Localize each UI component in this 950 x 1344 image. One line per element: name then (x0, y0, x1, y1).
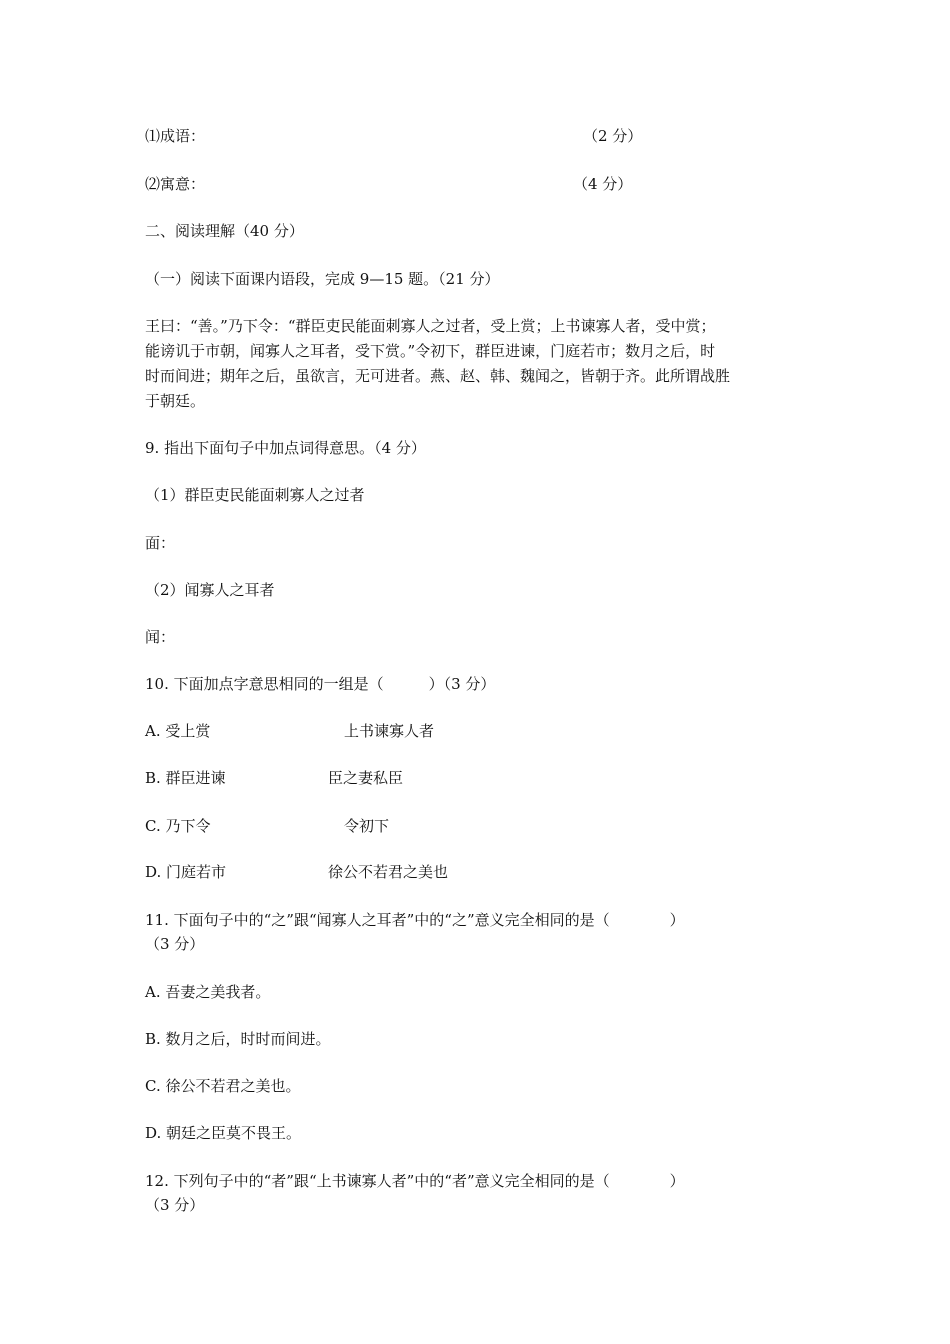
q9-stem: 9. 指出下面句子中加点词得意思。（4 分） (145, 439, 426, 457)
part1-title: （一）阅读下面课内语段，完成 9—15 题。（21 分） (145, 270, 500, 288)
q11-option-a: A. 吾妻之美我者。 (145, 983, 271, 1001)
passage-line: 王曰：“善。”乃下令：“群臣吏民能面刺寡人之过者，受上赏；上书谏寡人者，受中赏； (145, 317, 716, 335)
passage-line: 时而间进；期年之后，虽欲言，无可进者。燕、赵、韩、魏闻之，皆朝于齐。此所谓战胜 (145, 367, 731, 385)
passage-line: 于朝廷。 (145, 392, 206, 410)
q10-option-b-left: B. 群臣进谏 (145, 769, 226, 787)
q8-item1-label: ⑴成语： (145, 127, 206, 145)
q11-stem-line2: （3 分） (145, 935, 205, 953)
q10-option-c-right: 令初下 (344, 817, 390, 835)
q12-stem-line1: 12. 下列句子中的“者”跟“上书谏寡人者”中的“者”意义完全相同的是（ ） (145, 1172, 685, 1190)
passage (145, 314, 815, 414)
q10-option-d-left: D. 门庭若市 (145, 863, 227, 881)
q11-option-d: D. 朝廷之臣莫不畏王。 (145, 1124, 302, 1142)
q9-sentence-2: （2）闻寡人之耳者 (145, 581, 275, 599)
q11-option-c: C. 徐公不若君之美也。 (145, 1077, 301, 1095)
section2-title: 二、阅读理解（40 分） (145, 222, 304, 240)
q10-option-a-left: A. 受上赏 (145, 722, 211, 740)
q8-item2-score: （4 分） (573, 175, 633, 193)
q8-item2-label: ⑵寓意： (145, 175, 206, 193)
q10-option-a-right: 上书谏寡人者 (344, 722, 435, 740)
q10-option-d-right: 徐公不若君之美也 (328, 863, 449, 881)
q10-option-c-left: C. 乃下令 (145, 817, 211, 835)
q9-answer-1: 面： (145, 534, 176, 552)
q9-answer-2: 闻： (145, 628, 176, 646)
q12-stem-line2: （3 分） (145, 1196, 205, 1214)
q8-item1-score: （2 分） (583, 127, 643, 145)
q10-stem: 10. 下面加点字意思相同的一组是（ ）（3 分） (145, 675, 496, 693)
passage-line: 能谤讥于市朝，闻寡人之耳者，受下赏。”令初下，群臣进谏，门庭若市；数月之后，时 (145, 342, 716, 360)
q10-option-b-right: 臣之妻私臣 (328, 769, 404, 787)
q11-stem-line1: 11. 下面句子中的“之”跟“闻寡人之耳者”中的“之”意义完全相同的是（ ） (145, 911, 685, 929)
q9-sentence-1: （1）群臣吏民能面刺寡人之过者 (145, 486, 365, 504)
q11-option-b: B. 数月之后，时时而间进。 (145, 1030, 331, 1048)
